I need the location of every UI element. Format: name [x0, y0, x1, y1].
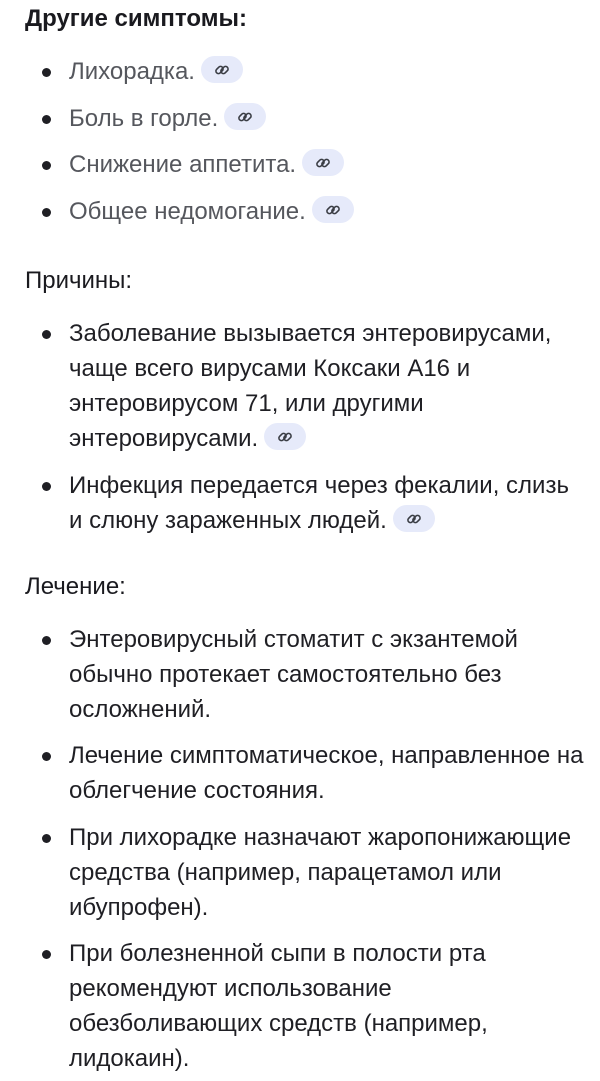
link-icon [237, 109, 253, 125]
bullet-icon [42, 950, 51, 959]
list-item-text: Лечение симптоматическое, направленное на облегчение состояния. [69, 742, 584, 804]
source-link-button[interactable] [224, 103, 266, 130]
bullet-icon [42, 68, 51, 77]
link-icon [406, 511, 422, 527]
heading-causes: Причины: [25, 267, 133, 294]
source-link-button[interactable] [312, 196, 354, 223]
bullet-icon [42, 161, 51, 170]
source-link-button[interactable] [302, 149, 344, 176]
list-item-text: Энтеровирусный стоматит с экзантемой обычно протекает самостоятельно без осложнений. [69, 626, 518, 723]
list-item-text: Боль в горле. [69, 105, 219, 132]
list-item-text: При болезненной сыпи в полости рта рекомендуют использование обезболивающих средств (например, лидокаин). [69, 940, 488, 1072]
link-icon [325, 202, 341, 218]
source-link-button[interactable] [201, 56, 243, 83]
source-link-button[interactable] [264, 423, 306, 450]
list-item-text: Снижение аппетита. [69, 151, 297, 178]
link-icon [315, 155, 331, 171]
bullet-icon [42, 834, 51, 843]
list-item-text: При лихорадке назначают жаропонижающие средства (например, парацетамол или ибупрофен). [69, 824, 572, 921]
list-item-text: Общее недомогание. [69, 198, 306, 225]
bullet-icon [42, 636, 51, 645]
bullet-icon [42, 115, 51, 124]
list-item-text: Лихорадка. [69, 58, 195, 85]
list-item-text: Инфекция передается через фекалии, слизь и слюну зараженных людей. [69, 472, 569, 534]
bullet-icon [42, 752, 51, 761]
link-icon [277, 429, 293, 445]
heading-treatment: Лечение: [25, 573, 126, 600]
source-link-button[interactable] [393, 505, 435, 532]
list-item-text: Заболевание вызывается энтеровирусами, чаще всего вирусами Коксаки А16 и энтеровирусом 71, или другими энтеровирусами. [69, 320, 552, 452]
heading-other-symptoms: Другие симптомы: [25, 5, 247, 32]
bullet-icon [42, 330, 51, 339]
bullet-icon [42, 208, 51, 217]
bullet-icon [42, 482, 51, 491]
link-icon [214, 62, 230, 78]
